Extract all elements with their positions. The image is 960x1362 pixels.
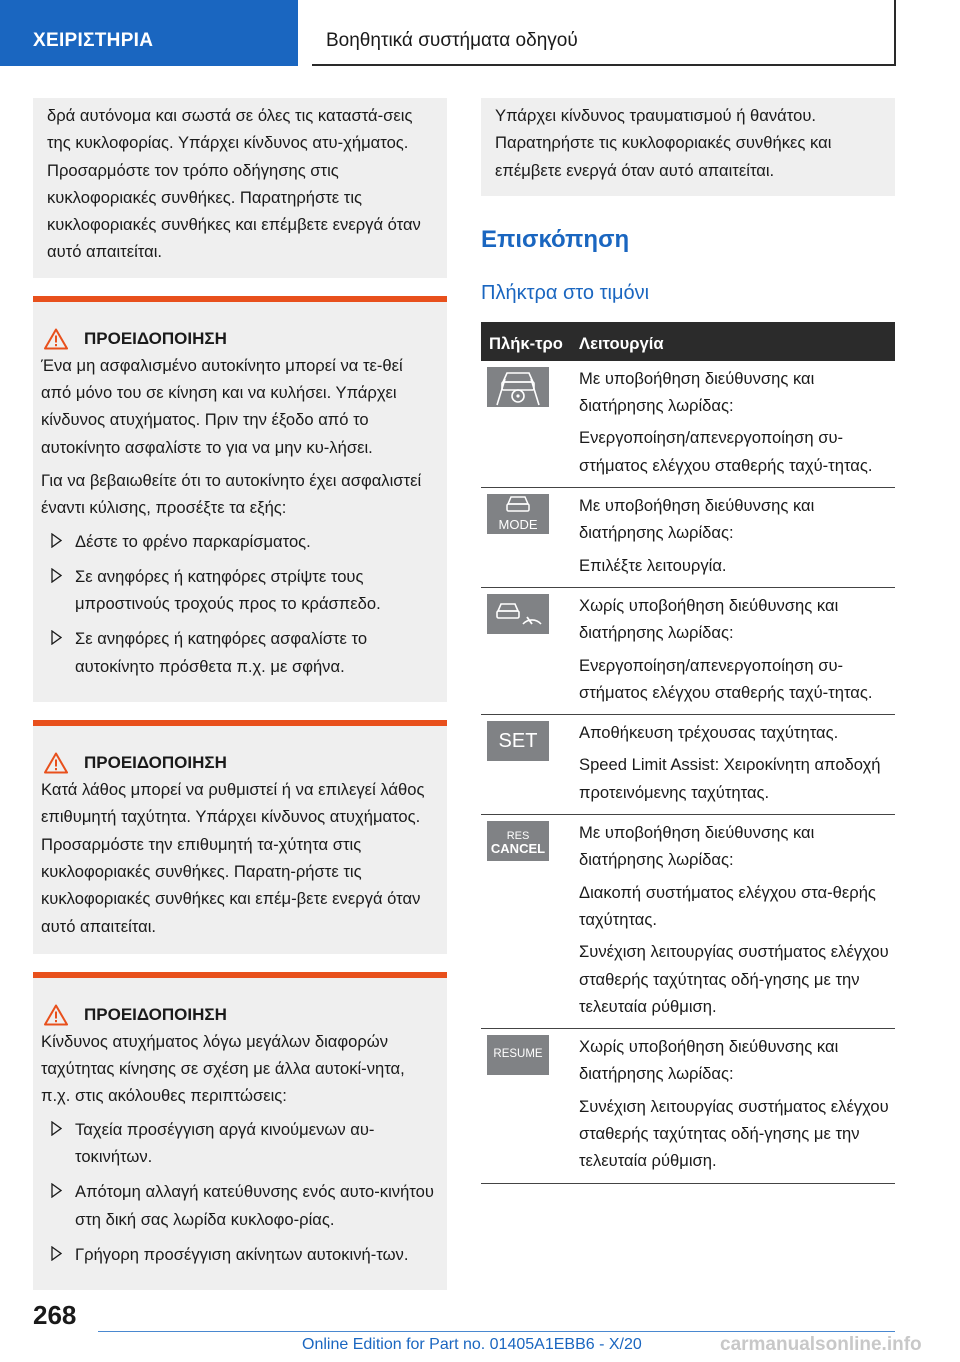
function-cell: Με υποβοήθηση διεύθυνσης και διατήρησης λωρίδας: Ενεργοποίηση/απενεργοποίηση συ-στήματος ελέγχου σταθερής ταχύ-τητας.	[571, 361, 895, 488]
warning-triangle-icon	[44, 752, 68, 774]
left-column	[33, 98, 447, 1290]
button-cell	[481, 1029, 571, 1183]
function-cell: Χωρίς υποβοήθηση διεύθυνσης και διατήρησης λωρίδας: Ενεργοποίηση/απενεργοποίηση συ-στήματος ελέγχου σταθερής ταχύ-τητας.	[571, 587, 895, 714]
intro-box	[33, 98, 447, 278]
function-cell: Χωρίς υποβοήθηση διεύθυνσης και διατήρησης λωρίδας: Συνέχιση λειτουργίας συστήματος ελέγχου σταθερής ταχύτητας οδή-γησης με την τελευταία ρύθμιση.	[571, 1029, 895, 1183]
watermark: carmanualsonline.info	[720, 1334, 922, 1355]
mode-button-icon	[487, 494, 549, 534]
warning-triangle-icon	[44, 1004, 68, 1026]
lane-assist-steering-icon	[487, 367, 549, 407]
table-row	[481, 361, 895, 488]
list-item: Απότομη αλλαγή κατεύθυνσης ενός αυτο-κινήτου στη δική σας λωρίδα κυκλοφο-ρίας.	[41, 1178, 437, 1233]
list-item: Ταχεία προσέγγιση αργά κινούμενων αυ-τοκινήτων.	[41, 1116, 437, 1171]
bullet-triangle-icon	[51, 533, 62, 548]
column-header-function: Λειτουργία	[571, 322, 895, 361]
warning-title: ΠΡΟΕΙΔΟΠΟΙΗΣΗ	[84, 753, 227, 773]
cruise-control-icon	[487, 594, 549, 634]
chapter-title: ΧΕΙΡΙΣΤΗΡΙΑ	[33, 30, 154, 51]
warning-text: Κατά λάθος μπορεί να ρυθμιστεί ή να επιλεγεί λάθος επιθυμητή ταχύτητα. Υπάρχει κίνδυνος ατυχήματος. Προσαρμόστε την επιθυμητή τα-χύτητα στις κυκλοφοριακές συνθήκες. Παρατη-ρήστε τις κυκλοφοριακές συνθήκες και επέμ-βετε ενεργά όταν αυτό απαιτείται.	[41, 780, 425, 936]
list-item: Δέστε το φρένο παρκαρίσματος.	[41, 528, 437, 555]
intro-text: Υπάρχει κίνδυνος τραυματισμού ή θανάτου. Παρατηρήστε τις κυκλοφοριακές συνθήκες και επέμβετε ενεργά όταν αυτό απαιτείται.	[495, 106, 832, 180]
right-column	[481, 98, 895, 1184]
table-row	[481, 587, 895, 714]
table-row	[481, 1029, 895, 1183]
list-item: Σε ανηφόρες ή κατηφόρες ασφαλίστε το αυτοκίνητο πρόσθετα π.χ. με σφήνα.	[41, 625, 437, 680]
warning-box	[33, 972, 447, 1290]
bullet-triangle-icon	[51, 1183, 62, 1198]
list-item: Σε ανηφόρες ή κατηφόρες στρίψτε τους μπροστινούς τροχούς προς το κράσπεδο.	[41, 563, 437, 618]
button-cell	[481, 361, 571, 488]
list-item: Γρήγορη προσέγγιση ακίνητων αυτοκινή-των.	[41, 1241, 437, 1268]
resume-button-icon	[487, 1035, 549, 1075]
warning-triangle-icon	[44, 328, 68, 350]
warning-heading	[41, 750, 437, 776]
footer-edition: Online Edition for Part no. 01405A1EBB6 - X/20	[302, 1336, 642, 1353]
footer-divider	[98, 1331, 895, 1332]
warning-list	[41, 528, 437, 680]
page-number: 268	[33, 1300, 77, 1330]
res-cancel-button-icon	[487, 821, 549, 861]
mode-label: MODE	[498, 517, 538, 533]
intro-text: δρά αυτόνομα και σωστά σε όλες τις καταστά-σεις της κυκλοφορίας. Υπάρχει κίνδυνος ατυ-χήματος. Προσαρμόστε τον τρόπο οδήγησης στις κυκλοφοριακές συνθήκες. Παρατηρήστε τις κυκλοφοριακές συνθήκες και επέμβετε ενεργά όταν αυτό απαιτείται.	[47, 106, 421, 262]
warning-box	[33, 296, 447, 702]
intro-box	[481, 98, 895, 196]
warning-heading	[41, 326, 437, 352]
warning-heading	[41, 1002, 437, 1028]
table-row	[481, 715, 895, 815]
cancel-label: CANCEL	[490, 841, 546, 857]
bullet-triangle-icon	[51, 1246, 62, 1261]
function-cell: Με υποβοήθηση διεύθυνσης και διατήρησης λωρίδας: Διακοπή συστήματος ελέγχου στα-θερής ταχύτητας. Συνέχιση λειτουργίας συστήματος ελέγχου σταθερής ταχύτητας οδή-γησης με την τελευταία ρύθμιση.	[571, 815, 895, 1029]
column-header-button: Πλήκ-τρο	[481, 322, 571, 361]
steering-buttons-table	[481, 322, 895, 1184]
subsection-heading: Πλήκτρα στο τιμόνι	[481, 281, 650, 304]
set-label: SET	[498, 729, 538, 752]
table-header-row	[481, 322, 895, 361]
warning-title: ΠΡΟΕΙΔΟΠΟΙΗΣΗ	[84, 328, 227, 348]
section-heading: Επισκόπηση	[481, 225, 630, 253]
function-cell: Με υποβοήθηση διεύθυνσης και διατήρησης λωρίδας: Επιλέξτε λειτουργία.	[571, 488, 895, 588]
warning-text: Για να βεβαιωθείτε ότι το αυτοκίνητο έχει ασφαλιστεί έναντι κύλισης, προσέξτε τα εξής:	[41, 470, 422, 518]
button-cell	[481, 815, 571, 1029]
bullet-triangle-icon	[51, 568, 62, 583]
bullet-triangle-icon	[51, 1121, 62, 1136]
function-cell: Αποθήκευση τρέχουσας ταχύτητας. Speed Limit Assist: Χειροκίνητη αποδοχή προτεινόμενης ταχύτητας.	[571, 715, 895, 815]
warning-list	[41, 1116, 437, 1268]
chapter-tab	[0, 0, 298, 66]
section-header	[312, 0, 896, 66]
table-row	[481, 488, 895, 588]
bullet-triangle-icon	[51, 630, 62, 645]
res-label: RES	[506, 830, 530, 843]
button-cell	[481, 488, 571, 588]
warning-title: ΠΡΟΕΙΔΟΠΟΙΗΣΗ	[84, 1004, 227, 1024]
warning-text: Κίνδυνος ατυχήματος λόγω μεγάλων διαφορών ταχύτητας κίνησης σε σχέση με άλλα αυτοκί-νητα, π.χ. στις ακόλουθες περιπτώσεις:	[41, 1031, 405, 1106]
section-title: Βοηθητικά συστήματα οδηγού	[326, 30, 578, 51]
button-cell	[481, 587, 571, 714]
warning-text: Ένα μη ασφαλισμένο αυτοκίνητο μπορεί να τε-θεί από μόνο του σε κίνηση και να κυλήσει. Υπάρχει κίνδυνος ατυχήματος. Πριν την έξοδο από το αυτοκίνητο ασφαλίστε το για να μην κυ-λήσει.	[41, 355, 403, 457]
set-button-icon	[487, 721, 549, 761]
table-row	[481, 815, 895, 1029]
resume-label: RESUME	[493, 1048, 543, 1061]
button-cell	[481, 715, 571, 815]
warning-box	[33, 720, 447, 954]
